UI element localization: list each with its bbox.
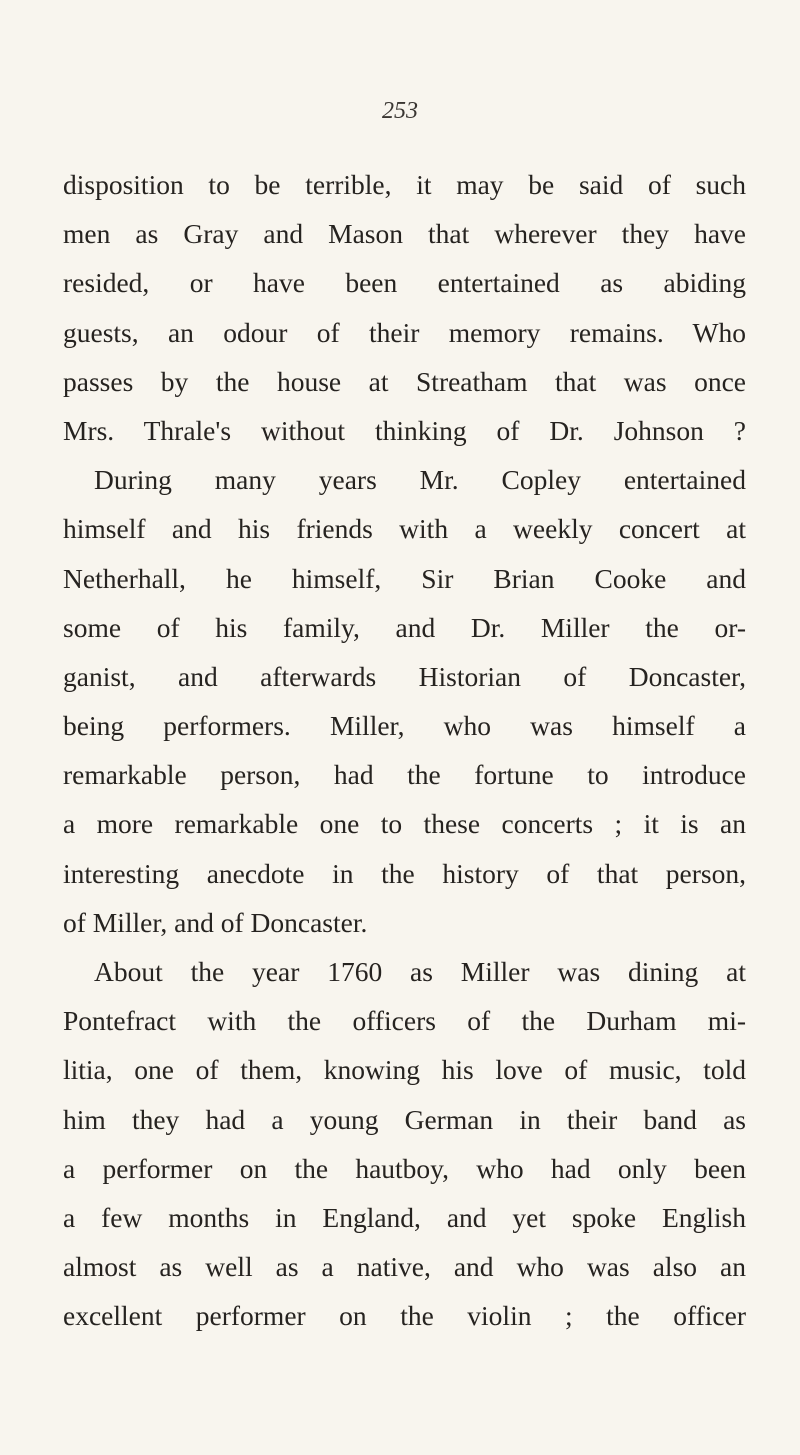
text-line: About the year 1760 as Miller was dining at xyxy=(94,956,746,987)
text-line: being performers. Miller, who was himself a xyxy=(63,710,746,742)
text-line: passes by the house at Streatham that was once xyxy=(63,365,746,397)
text-line: a few months in England, and yet spoke English xyxy=(63,1201,746,1233)
text-line: Pontefract with the officers of the Durham mi- xyxy=(63,1005,746,1037)
text-line: guests, an odour of their memory remains. Who xyxy=(63,316,746,348)
text-line: a performer on the hautboy, who had only been xyxy=(63,1152,746,1184)
text-line: almost as well as a native, and who was also an xyxy=(63,1251,746,1283)
text-line: men as Gray and Mason that wherever they have xyxy=(63,218,746,250)
text-line: some of his family, and Dr. Miller the or- xyxy=(63,611,746,643)
text-line: himself and his friends with a weekly concert at xyxy=(63,513,746,545)
text-line: Mrs. Thrale's without thinking of Dr. Johnson ? xyxy=(63,414,746,446)
text-line: interesting anecdote in the history of that person, xyxy=(63,857,746,889)
text-line: a more remarkable one to these concerts ; it is an xyxy=(63,808,746,840)
text-line: excellent performer on the violin ; the officer xyxy=(63,1300,746,1332)
body-text xyxy=(63,160,746,1341)
text-line: resided, or have been entertained as abiding xyxy=(63,267,746,299)
text-line: him they had a young German in their band as xyxy=(63,1103,746,1135)
text-line: Netherhall, he himself, Sir Brian Cooke and xyxy=(63,562,746,594)
text-line: litia, one of them, knowing his love of music, told xyxy=(63,1054,746,1086)
text-line: disposition to be terrible, it may be said of such xyxy=(63,169,746,200)
text-line: remarkable person, had the fortune to introduce xyxy=(63,759,746,791)
text-line: ganist, and afterwards Historian of Doncaster, xyxy=(63,660,746,692)
text-line: During many years Mr. Copley entertained xyxy=(94,464,746,496)
text-line: of Miller, and of Doncaster. xyxy=(63,906,368,938)
page-number: 253 xyxy=(382,98,418,124)
